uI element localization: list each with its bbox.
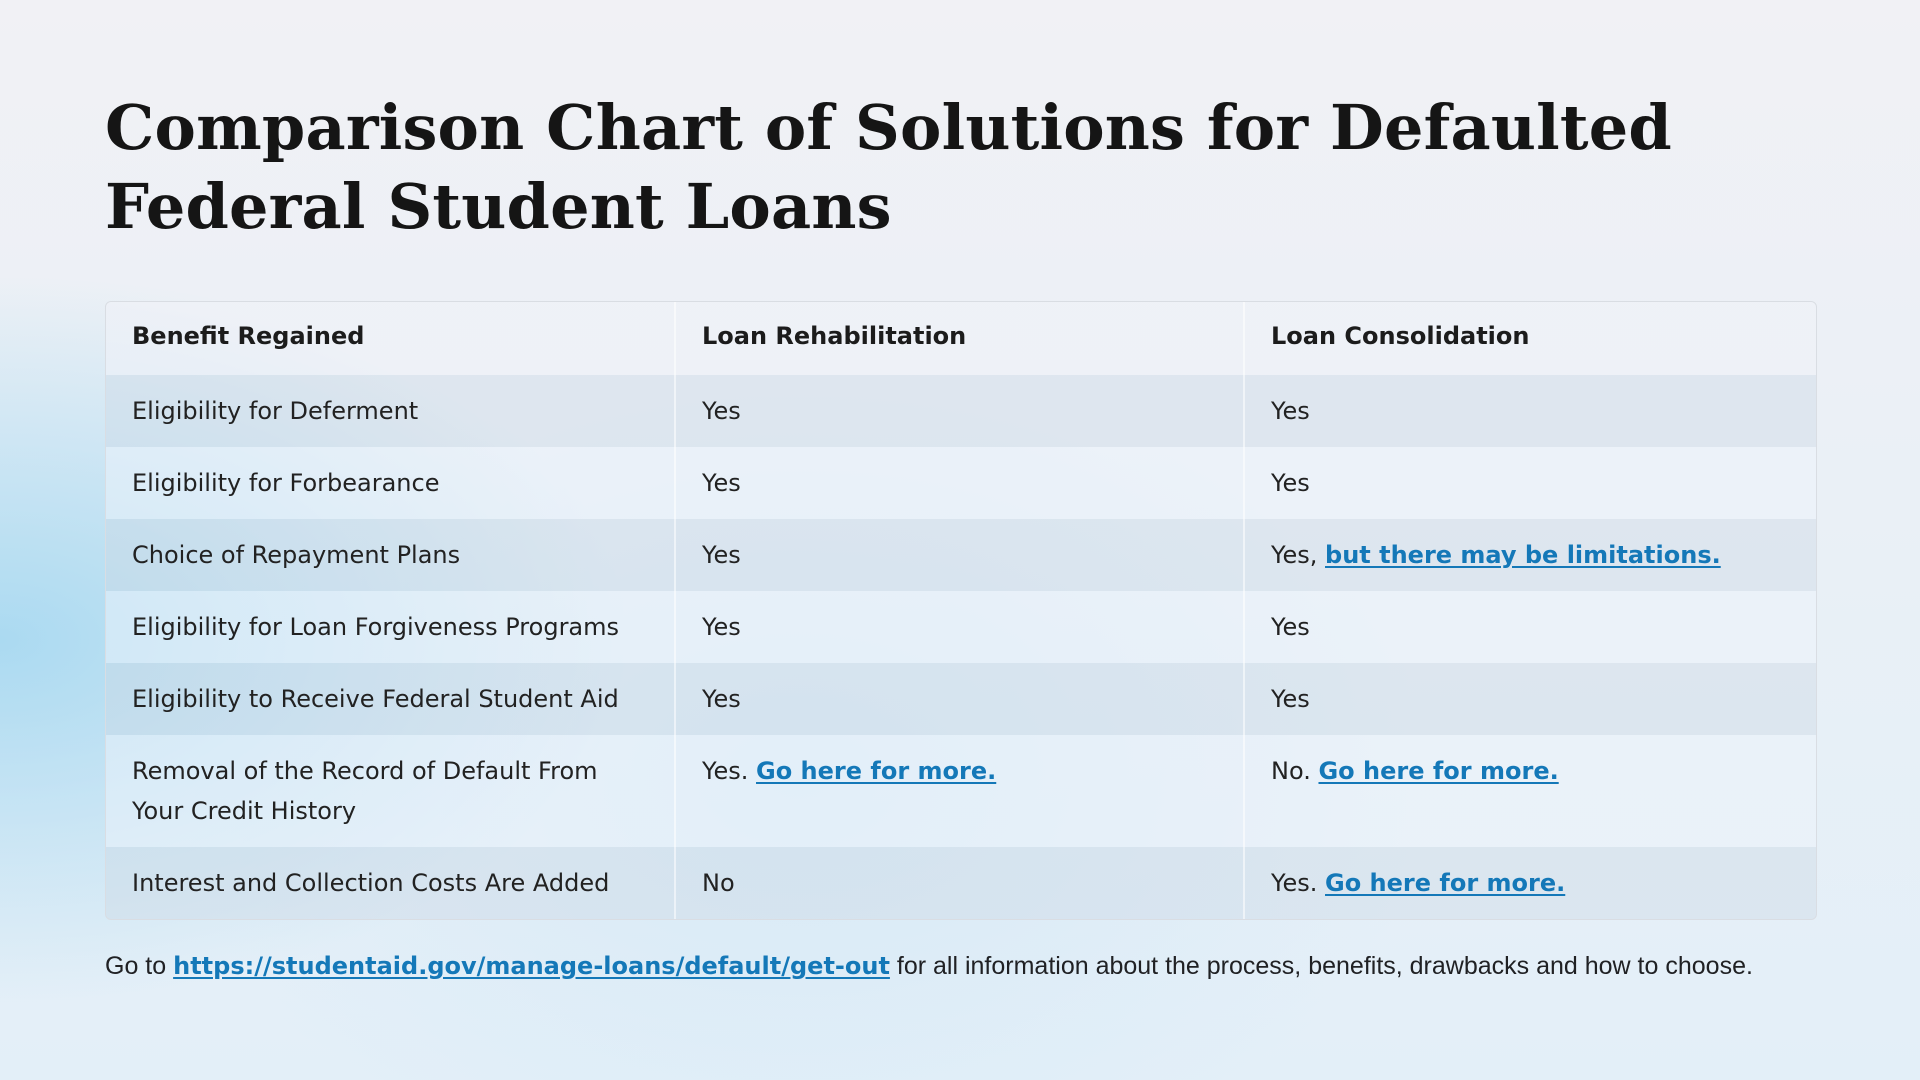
comparison-table-container [105,301,1817,920]
cell-value: Yes, [1271,541,1318,569]
table-row [106,735,1816,847]
column-header-benefit: Benefit Regained [106,302,675,375]
cell-value: Yes [702,469,741,497]
footer-suffix: for all information about the process, benefits, drawbacks and how to choose. [896,952,1753,980]
table-row [106,447,1816,519]
cell-value: No [702,869,735,897]
benefit-cell: Eligibility for Forbearance [106,447,675,519]
page-title: Comparison Chart of Solutions for Defaulted Federal Student Loans [105,91,1672,243]
footer-prefix: Go to [105,952,167,980]
rehabilitation-cell [675,375,1244,447]
cell-value: Yes [1271,613,1310,641]
table-row [106,663,1816,735]
footer-note [105,952,1815,981]
benefit-cell: Interest and Collection Costs Are Added [106,847,675,919]
column-header-rehabilitation: Loan Rehabilitation [675,302,1244,375]
go-here-link[interactable]: Go here for more. [756,757,997,785]
benefit-cell: Eligibility for Deferment [106,375,675,447]
cell-value: Yes [702,541,741,569]
consolidation-cell [1244,847,1816,919]
benefit-cell: Choice of Repayment Plans [106,519,675,591]
consolidation-cell [1244,663,1816,735]
limitations-link[interactable]: but there may be limitations. [1325,541,1721,569]
cell-value: No. [1271,757,1311,785]
benefit-cell: Eligibility to Receive Federal Student Aid [106,663,675,735]
consolidation-cell [1244,447,1816,519]
cell-value: Yes [1271,469,1310,497]
cell-value: Yes [702,613,741,641]
benefit-cell: Removal of the Record of Default From Your Credit History [106,735,675,847]
cell-value: Yes [1271,685,1310,713]
rehabilitation-cell [675,519,1244,591]
table-row [106,847,1816,919]
comparison-table [106,302,1816,919]
table-row [106,519,1816,591]
table-header-row [106,302,1816,375]
cell-value: Yes [702,397,741,425]
cell-value: Yes [1271,397,1310,425]
cell-value: Yes. [1271,869,1318,897]
rehabilitation-cell [675,663,1244,735]
cell-value: Yes [702,685,741,713]
consolidation-cell [1244,735,1816,847]
go-here-link[interactable]: Go here for more. [1318,757,1559,785]
consolidation-cell [1244,519,1816,591]
rehabilitation-cell [675,447,1244,519]
consolidation-cell [1244,591,1816,663]
rehabilitation-cell [675,735,1244,847]
cell-value: Yes. [702,757,749,785]
table-row [106,375,1816,447]
consolidation-cell [1244,375,1816,447]
column-header-consolidation: Loan Consolidation [1244,302,1816,375]
benefit-cell: Eligibility for Loan Forgiveness Programs [106,591,675,663]
go-here-link[interactable]: Go here for more. [1325,869,1566,897]
table-row [106,591,1816,663]
rehabilitation-cell [675,591,1244,663]
rehabilitation-cell [675,847,1244,919]
studentaid-url-link[interactable]: https://studentaid.gov/manage-loans/default/get-out [173,952,890,980]
